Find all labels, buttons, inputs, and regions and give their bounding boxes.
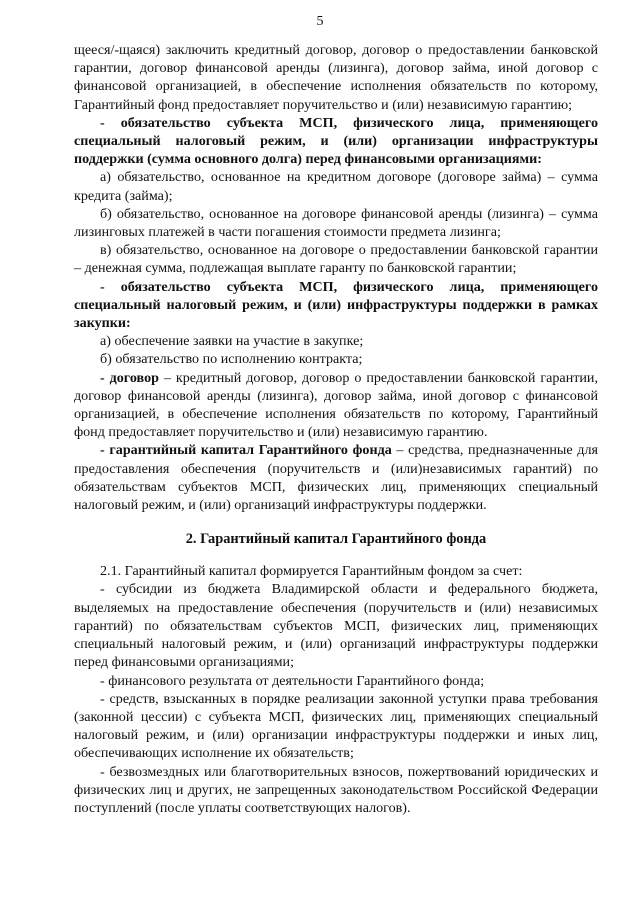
document-body — [74, 41, 598, 817]
term-dogovor: - договор — [100, 369, 159, 386]
paragraph-source-financial-result: - финансового результата от деятельности Гарантийного фонда; — [100, 672, 485, 689]
paragraph-definition-obligation-finance: - обязательство субъекта МСП, физического лица, применяющего специальный налоговый режим, и (или) организации инфраструктуры поддержки (сумма основного долга) перед финансовыми организациями: — [74, 114, 598, 168]
paragraph-item-b: б) обязательство, основанное на договоре финансовой аренды (лизинга) – сумма лизинговых платежей в части погашения стоимости предмета лизинга; — [74, 205, 598, 241]
paragraph-definition-capital — [74, 441, 598, 514]
paragraph-source-subsidy: - субсидии из бюджета Владимирской области и федерального бюджета, выделяемых на предоставление обеспечения (поручительств и (или) независимых гарантий) по обязательствам субъектов МСП, физических лиц, применяющих специальный налоговый режим, и (или) организаций инфраструктуры поддержки перед финансовыми организациями; — [74, 581, 598, 671]
paragraph-definition-obligation-procurement: - обязательство субъекта МСП, физического лица, применяющего специальный налоговый режим, и (или) инфраструктуры поддержки в рамках закупки: — [74, 278, 598, 332]
definition-dogovor: – кредитный договор, договор о предоставлении банковской гарантии, договор финансовой аренды (лизинга), договор займа, иной договор с финансовой организацией, в обеспечение исполнения обязательств по которому, Гарантийный фонд предоставляет поручительство и (или) независимую гарантию. — [74, 369, 598, 441]
paragraph-item-v: в) обязательство, основанное на договоре о предоставлении банковской гарантии – денежная сумма, подлежащая выплате гаранту по банковской гарантии; — [74, 242, 598, 277]
paragraph-continuation: щееся/-щаяся) заключить кредитный договор, договор о предоставлении банковской гарантии, договор финансовой аренды (лизинга), договор займа, иной договор с финансовой организацией, в обеспечение исполнения обязательств по которому, Гарантийный фонд предоставляет поручительство и (или) независимую гарантию; — [74, 42, 598, 113]
page-number: 5 — [316, 14, 324, 29]
paragraph-procurement-a: а) обеспечение заявки на участие в закупке; — [100, 333, 364, 350]
paragraph-procurement-b: б) обязательство по исполнению контракта; — [100, 351, 363, 368]
section-title: 2. Гарантийный капитал Гарантийного фонда — [185, 531, 487, 548]
paragraph-definition-dogovor — [74, 369, 598, 442]
term-garant-capital: - гарантийный капитал Гарантийного фонда — [100, 442, 392, 459]
definition-garant-capital: – средства, предназначенные для предоставления обеспечения (поручительств и (или)независимых гарантий) по обязательствам субъектов МСП, физических лиц, применяющих специальный налоговый режим, и (или) организаций инфраструктуры поддержки. — [74, 442, 598, 514]
paragraph-2-1: 2.1. Гарантийный капитал формируется Гарантийным фондом за счет: — [100, 563, 523, 580]
paragraph-source-cession: - средств, взысканных в порядке реализации законной уступки права требования (законной цессии) с субъекта МСП, физических лиц, применяющих специальный налоговый режим, и (или) организации инфраструктуры поддержки и иных лиц, обеспечивающих исполнение их обязательств; — [74, 690, 598, 762]
paragraph-source-donations: - безвозмездных или благотворительных взносов, пожертвований юридических и физических лиц и других, не запрещенных законодательством Российской Федерации поступлений (после уплаты соответствующих налогов). — [74, 763, 598, 816]
paragraph-item-a: а) обязательство, основанное на кредитном договоре (договоре займа) – сумма кредита (займа); — [74, 169, 598, 204]
